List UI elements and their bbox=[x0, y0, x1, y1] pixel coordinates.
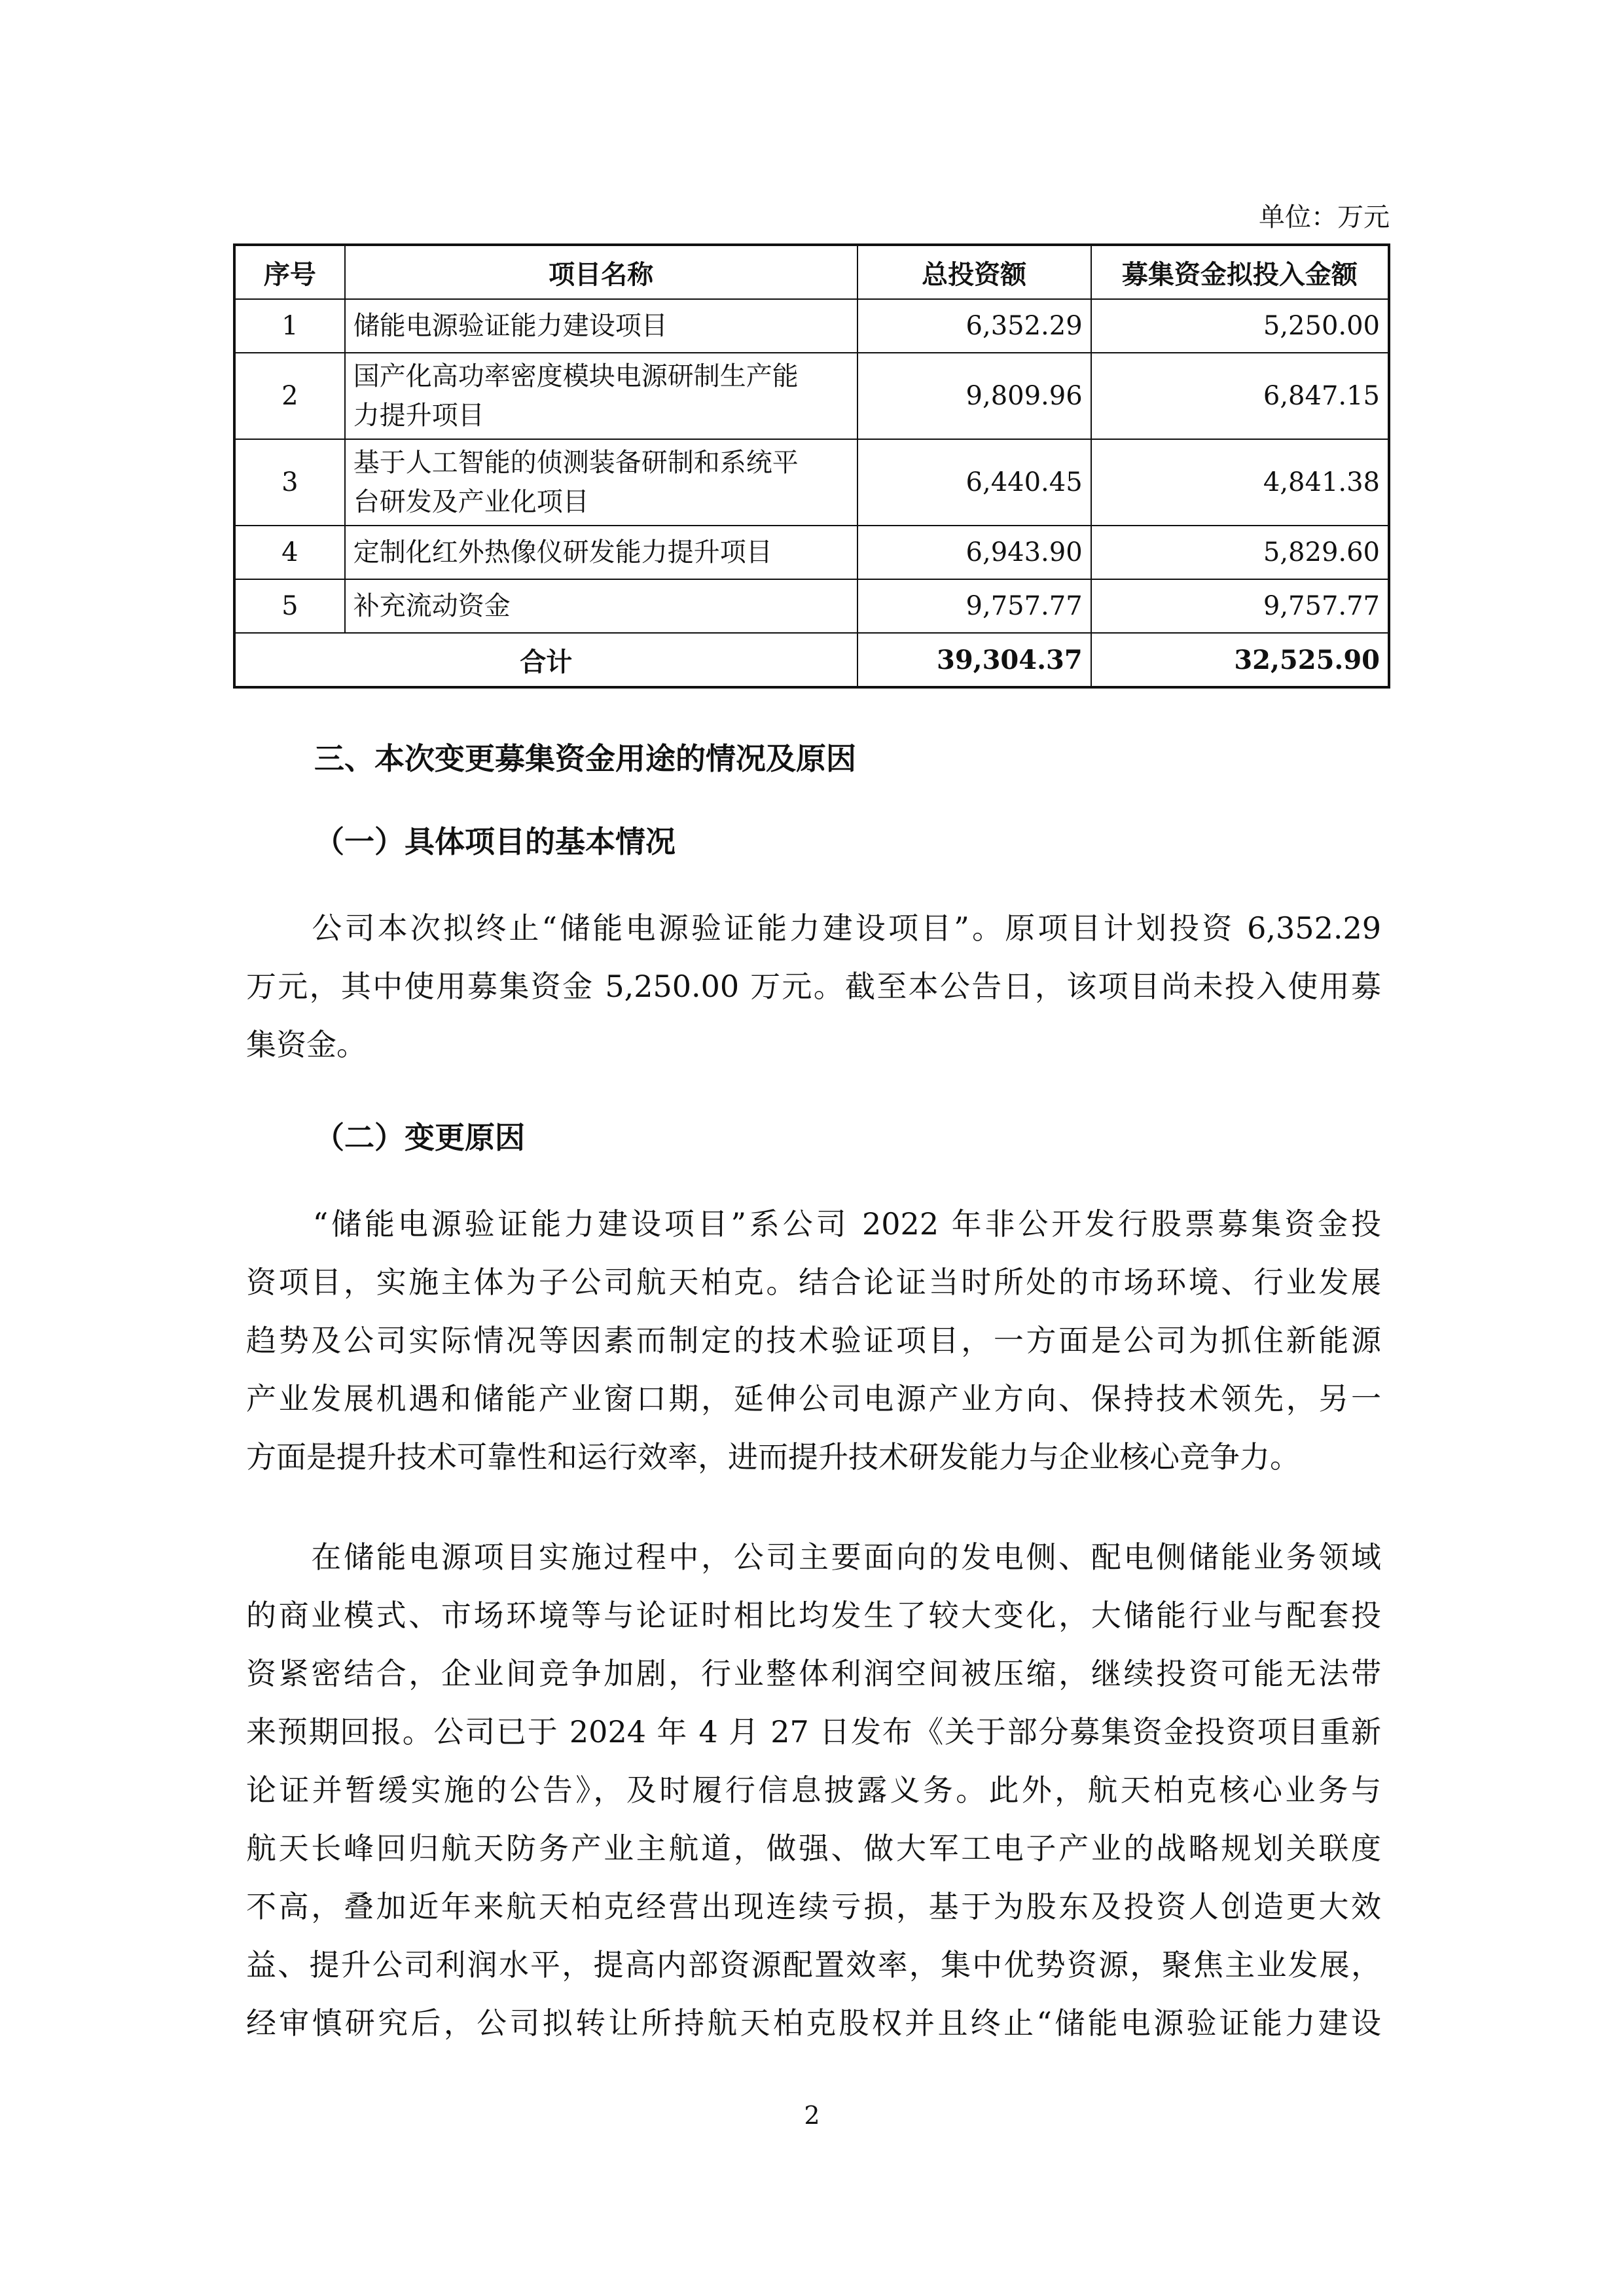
table-total-row bbox=[234, 633, 1389, 687]
row-project-name: 国产化高功率密度模块电源研制生产能 力提升项目 bbox=[345, 353, 857, 439]
paragraph-line: 产业发展机遇和储能产业窗口期，延伸公司电源产业方向、保持技术领先，另一 bbox=[246, 1381, 1381, 1416]
row-total: 6,943.90 bbox=[857, 526, 1091, 579]
row-project-name: 储能电源验证能力建设项目 bbox=[345, 299, 857, 353]
header-project-name: 项目名称 bbox=[345, 245, 857, 299]
paragraph-change-reason-2 bbox=[246, 1528, 1381, 2053]
paragraph-change-reason-1 bbox=[246, 1195, 1381, 1486]
paragraph-line: “储能电源验证能力建设项目”系公司 2022 年非公开发行股票募集资金投 bbox=[246, 1206, 1381, 1242]
paragraph-line: 益、提升公司利润水平，提高内部资源配置效率，集中优势资源，聚焦主业发展， bbox=[246, 1947, 1381, 1982]
unit-label: 单位：万元 bbox=[1259, 202, 1390, 232]
table-row bbox=[234, 579, 1389, 633]
paragraph-line: 资项目，实施主体为子公司航天柏克。结合论证当时所处的市场环境、行业发展 bbox=[246, 1265, 1381, 1300]
table-row bbox=[234, 526, 1389, 579]
table-row bbox=[234, 299, 1389, 353]
table-header-row bbox=[234, 245, 1389, 299]
row-no: 5 bbox=[234, 579, 345, 633]
row-raised: 6,847.15 bbox=[1091, 353, 1389, 439]
row-raised: 5,829.60 bbox=[1091, 526, 1389, 579]
table-row bbox=[234, 439, 1389, 526]
header-no: 序号 bbox=[234, 245, 345, 299]
page-number: 2 bbox=[804, 2101, 820, 2130]
paragraph-line: 航天长峰回归航天防务产业主航道，做强、做大军工电子产业的战略规划关联度 bbox=[246, 1831, 1381, 1866]
subsection-one-heading: （一）具体项目的基本情况 bbox=[314, 824, 676, 859]
header-raised-funds: 募集资金拟投入金额 bbox=[1091, 245, 1389, 299]
total-raised: 32,525.90 bbox=[1091, 633, 1389, 687]
table-row bbox=[234, 353, 1389, 439]
paragraph-line: 公司本次拟终止“储能电源验证能力建设项目”。原项目计划投资 6,352.29 bbox=[246, 910, 1381, 946]
row-raised: 5,250.00 bbox=[1091, 299, 1389, 353]
paragraph-line: 经审慎研究后，公司拟转让所持航天柏克股权并且终止“储能电源验证能力建设 bbox=[246, 2005, 1381, 2041]
row-project-name: 补充流动资金 bbox=[345, 579, 857, 633]
row-no: 3 bbox=[234, 439, 345, 526]
row-no: 4 bbox=[234, 526, 345, 579]
row-total: 6,352.29 bbox=[857, 299, 1091, 353]
paragraph-line: 论证并暂缓实施的公告》，及时履行信息披露义务。此外，航天柏克核心业务与 bbox=[246, 1772, 1381, 1808]
paragraph-line: 趋势及公司实际情况等因素而制定的技术验证项目，一方面是公司为抓住新能源 bbox=[246, 1323, 1381, 1358]
row-raised: 4,841.38 bbox=[1091, 439, 1389, 526]
paragraph-line: 不高，叠加近年来航天柏克经营出现连续亏损，基于为股东及投资人创造更大效 bbox=[246, 1889, 1381, 1924]
paragraph-project-basic bbox=[246, 899, 1381, 1074]
paragraph-line: 的商业模式、市场环境等与论证时相比均发生了较大变化，大储能行业与配套投 bbox=[246, 1598, 1381, 1633]
row-total: 9,757.77 bbox=[857, 579, 1091, 633]
section-three-heading: 三、本次变更募集资金用途的情况及原因 bbox=[314, 741, 856, 776]
fund-allocation-table bbox=[233, 243, 1390, 689]
total-label: 合计 bbox=[234, 633, 857, 687]
subsection-two-heading: （二）变更原因 bbox=[314, 1120, 525, 1155]
row-no: 1 bbox=[234, 299, 345, 353]
paragraph-line: 来预期回报。公司已于 2024 年 4 月 27 日发布《关于部分募集资金投资项目重新 bbox=[246, 1714, 1381, 1749]
paragraph-line: 方面是提升技术可靠性和运行效率，进而提升技术研发能力与企业核心竞争力。 bbox=[246, 1439, 1300, 1475]
row-project-name: 基于人工智能的侦测装备研制和系统平 台研发及产业化项目 bbox=[345, 439, 857, 526]
row-project-name: 定制化红外热像仪研发能力提升项目 bbox=[345, 526, 857, 579]
row-total: 6,440.45 bbox=[857, 439, 1091, 526]
paragraph-line: 资紧密结合，企业间竞争加剧，行业整体利润空间被压缩，继续投资可能无法带 bbox=[246, 1656, 1381, 1691]
paragraph-line: 在储能电源项目实施过程中，公司主要面向的发电侧、配电侧储能业务领域 bbox=[246, 1539, 1381, 1575]
paragraph-line: 万元，其中使用募集资金 5,250.00 万元。截至本公告日，该项目尚未投入使用募 bbox=[246, 969, 1381, 1004]
row-raised: 9,757.77 bbox=[1091, 579, 1389, 633]
row-no: 2 bbox=[234, 353, 345, 439]
header-total-investment: 总投资额 bbox=[857, 245, 1091, 299]
total-investment: 39,304.37 bbox=[857, 633, 1091, 687]
paragraph-line: 集资金。 bbox=[246, 1027, 367, 1062]
row-total: 9,809.96 bbox=[857, 353, 1091, 439]
